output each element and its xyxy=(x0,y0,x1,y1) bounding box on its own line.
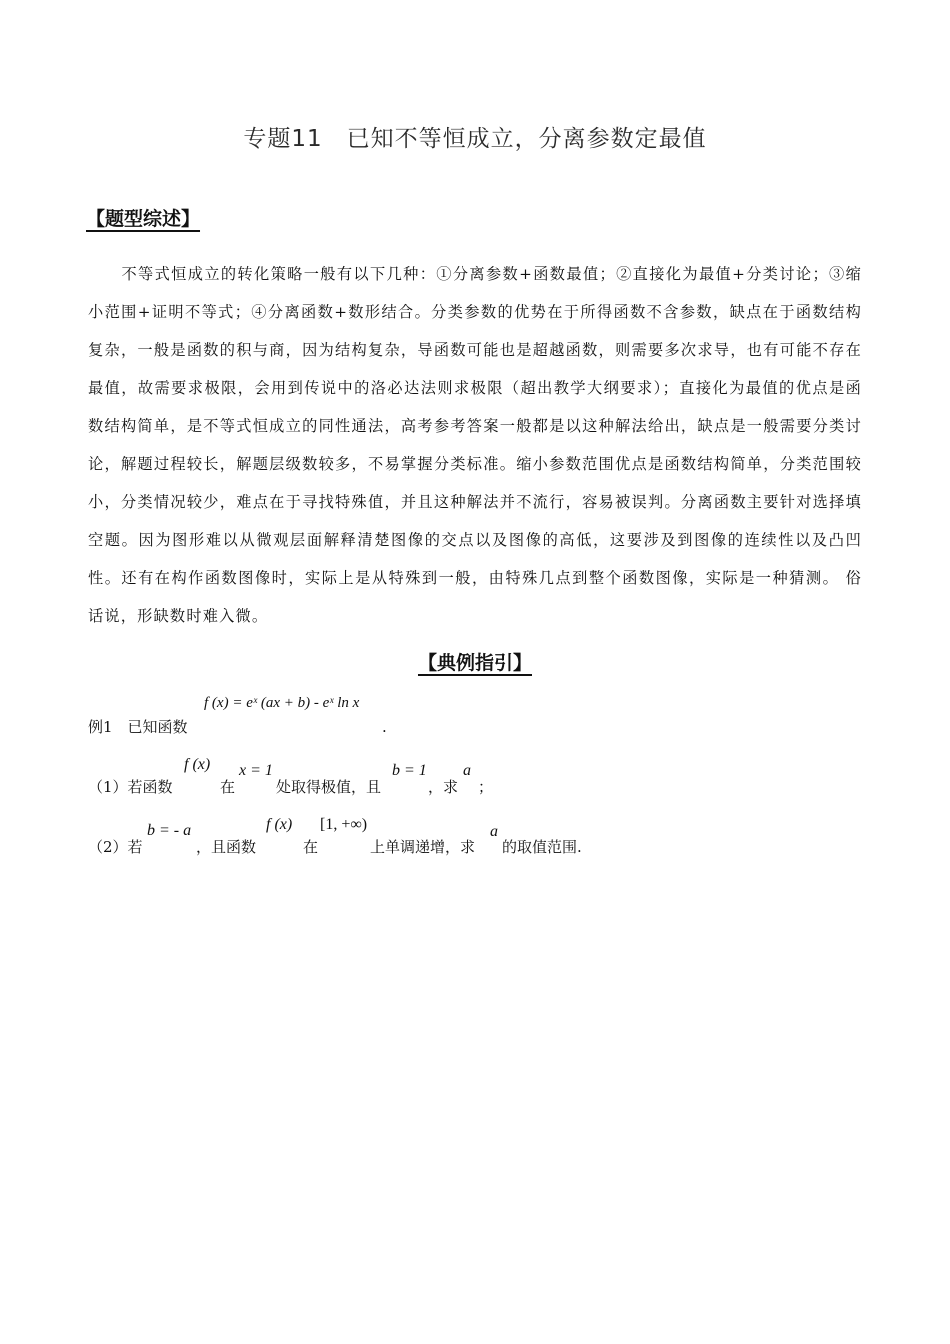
example-end: . xyxy=(382,718,387,736)
q2-condition: b = - a xyxy=(147,822,192,839)
example-label: 例1 已知函数 xyxy=(88,718,188,736)
q1-b: b = 1 xyxy=(392,762,427,779)
q1-mid: 处取得极值，且 xyxy=(276,778,382,796)
q2-mid: ，且函数 xyxy=(196,838,257,856)
page-title: 专题11 已知不等恒成立，分离参数定最值 xyxy=(243,126,707,152)
q1-prefix: （1）若函数 xyxy=(88,778,173,796)
q1-end: ； xyxy=(478,778,494,796)
q2-prefix: （2）若 xyxy=(88,838,143,856)
q2-mid2: 上单调递增，求 xyxy=(370,838,476,856)
q1-condition: x = 1 xyxy=(239,762,273,779)
section-heading-examples: 【典例指引】 xyxy=(417,652,532,674)
q1-fx: f (x) xyxy=(184,756,211,773)
section-heading-overview: 【题型综述】 xyxy=(86,208,201,230)
q2-interval: [1, +∞) xyxy=(320,816,368,833)
q2-end: 的取值范围. xyxy=(502,838,582,856)
q1-zai: 在 xyxy=(220,778,236,796)
q2-fx: f (x) xyxy=(266,816,293,833)
q1-ask: ，求 xyxy=(428,778,459,796)
overview-paragraph: 不等式恒成立的转化策略一般有以下几种：①分离参数+函数最值；②直接化为最值+分类讨论；③缩小范围+证明不等式；④分离函数+数形结合。分类参数的优势在于所得函数不含参数，缺点在于函数结构复杂，一般是函数的积与商，因为结构复杂，导函数可能也是超越函数，则需要多次求导，也有可能不存在最值，故需要求极限，会用到传说中的洛必达法则求极限（超出教学大纲要求）；直接化为最值的优点是函数结构简单，是不等式恒成立的同性通法，高考参考答案一般都是以这种解法给出，缺点是一般需要分类讨论，解题过程较长，解题层级数较多，不易掌握分类标准。缩小参数范围优点是函数结构简单，分类范围较小，分类情况较少，难点在于寻找特殊值，并且这种解法并不流行，容易被误判。分离函数主要针对选择填空题。因为图形难以从微观层面解释清楚图像的交点以及图像的高低，这要涉及到图像的连续性以及凸凹性。还有在构作函数图像时，实际上是从特殊到一般，由特殊几点到整个函数图像，实际是一种猜测。 俗话说，形缺数时难入微。 xyxy=(88,265,862,625)
q2-a: a xyxy=(490,823,498,840)
q2-zai: 在 xyxy=(303,838,319,856)
q1-a: a xyxy=(463,762,471,779)
example-formula: f (x) = eˣ (ax + b) - eˣ ln x xyxy=(204,695,360,711)
